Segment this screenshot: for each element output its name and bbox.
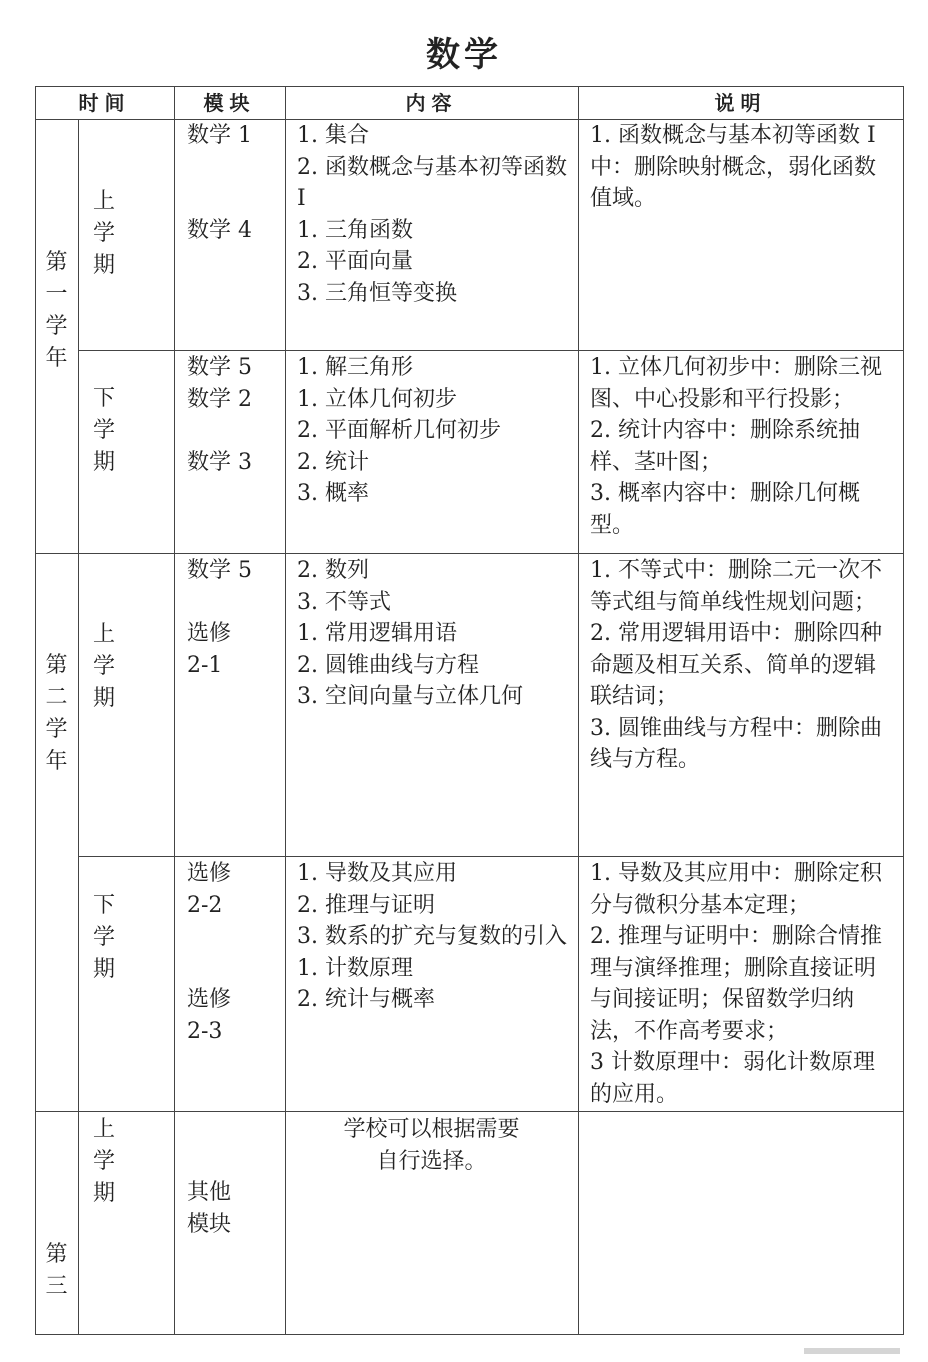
content-cell: 学校可以根据需要 自行选择。 <box>343 1117 520 1174</box>
module-cell: 数学 1 数学 4 <box>187 123 252 243</box>
module-cell: 数学 5 选修 2-1 <box>187 558 252 678</box>
content-cell: 1. 解三角形 1. 立体几何初步 2. 平面解析几何初步 2. 统计 3. 概率 <box>297 355 501 506</box>
header-content: 内容 <box>405 91 458 115</box>
header-note: 说明 <box>714 91 767 115</box>
module-cell: 其他 模块 <box>187 1180 232 1237</box>
year-label-3: 第 三 <box>45 1242 68 1299</box>
module-cell: 数学 5 数学 2 数学 3 <box>187 355 252 475</box>
page-title: 数学 <box>426 35 502 75</box>
term-label: 下 学 期 <box>92 893 115 982</box>
header-time: 时间 <box>78 91 131 115</box>
note-cell: 1. 函数概念与基本初等函数 I 中：删除映射概念，弱化函数值域。 <box>590 123 877 211</box>
note-cell: 1. 立体几何初步中：删除三视图、中心投影和平行投影； 2. 统计内容中：删除系统抽样、茎叶图； 3. 概率内容中：删除几何概型。 <box>590 355 882 538</box>
term-label: 上 学 期 <box>92 1117 115 1206</box>
header-module: 模块 <box>203 91 256 115</box>
content-cell: 1. 导数及其应用 2. 推理与证明 3. 数系的扩充与复数的引入 1. 计数原理 2. 统计与概率 <box>297 861 567 1012</box>
term-label: 上 学 期 <box>92 622 115 711</box>
content-cell: 1. 集合 2. 函数概念与基本初等函数 I 1. 三角函数 2. 平面向量 3. 三角恒等变换 <box>297 123 567 306</box>
year-label-1: 第 一 学 年 <box>45 250 68 371</box>
term-label: 下 学 期 <box>92 386 115 475</box>
note-cell: 1. 导数及其应用中：删除定积分与微积分基本定理； 2. 推理与证明中：删除合情推理与演绎推理；删除直接证明与间接证明；保留数学归纳法，不作高考要求； 3 计数原理中：弱化计数原理的应用。 <box>590 861 882 1107</box>
year-label-2: 第 二 学 年 <box>45 653 68 774</box>
module-cell: 选修 2-2 选修 2-3 <box>187 861 232 1044</box>
watermark-mark <box>804 1346 900 1356</box>
content-cell: 2. 数列 3. 不等式 1. 常用逻辑用语 2. 圆锥曲线与方程 3. 空间向量与立体几何 <box>297 558 523 709</box>
term-label: 上 学 期 <box>92 189 115 278</box>
note-cell: 1. 不等式中：删除二元一次不等式组与简单线性规划问题； 2. 常用逻辑用语中：删除四种命题及相互关系、简单的逻辑联结词； 3. 圆锥曲线与方程中：删除曲线与方程。 <box>590 558 882 772</box>
